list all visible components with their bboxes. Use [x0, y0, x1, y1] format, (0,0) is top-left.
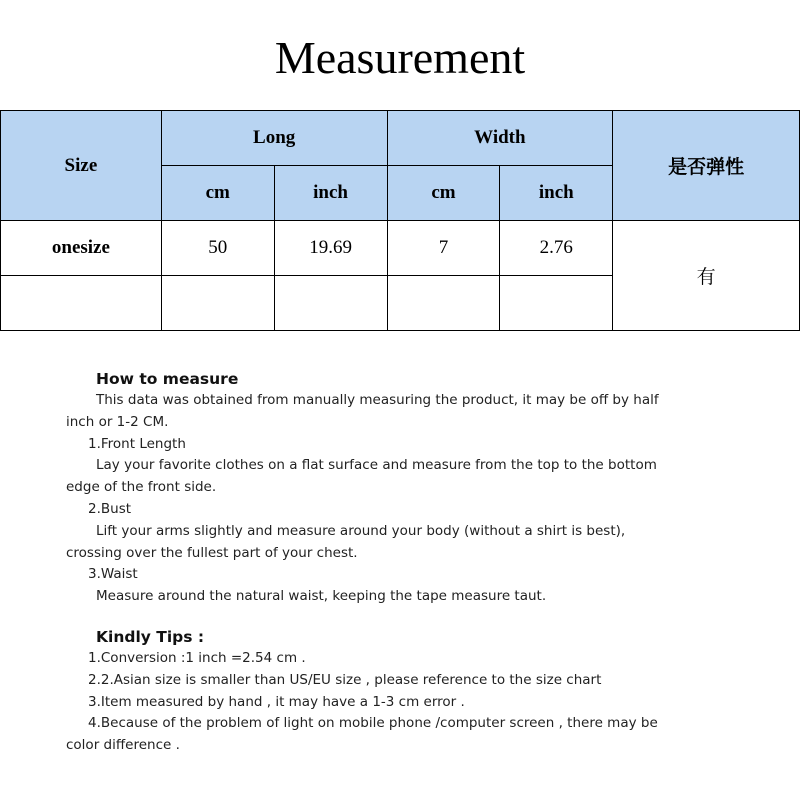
empty-cell	[161, 276, 274, 331]
bust-label: 2.Bust	[88, 500, 132, 517]
long-inch-cell: 19.69	[274, 221, 387, 276]
front-length-label: 1.Front Length	[88, 435, 186, 452]
long-header: Long	[161, 111, 387, 166]
width-inch-cell: 2.76	[500, 221, 613, 276]
size-cell: onesize	[1, 221, 162, 276]
empty-cell	[1, 276, 162, 331]
elastic-header: 是否弹性	[613, 111, 800, 221]
tip-item: 4.Because of the problem of light on mobile phone /computer screen , there may be color difference .	[66, 715, 658, 754]
front-length-text: Lay your favorite clothes on a flat surface and measure from the top to the bottom edge of the front side.	[66, 457, 657, 496]
long-cm-cell: 50	[161, 221, 274, 276]
page-title: Measurement	[274, 32, 526, 83]
bust-text: Lift your arms slightly and measure around your body (without a shirt is best), crossing over the fullest part of your chest.	[66, 522, 626, 561]
width-header: Width	[387, 111, 613, 166]
width-cm-cell: 7	[387, 221, 500, 276]
empty-cell	[500, 276, 613, 331]
tip-item: 3.Item measured by hand , it may have a 1-3 cm error .	[88, 693, 465, 710]
size-table	[0, 110, 800, 331]
elastic-cell: 有	[613, 221, 800, 331]
empty-cell	[387, 276, 500, 331]
tip-item: 2.2.Asian size is smaller than US/EU size , please reference to the size chart	[88, 671, 602, 688]
how-to-measure-intro: This data was obtained from manually measuring the product, it may be off by half inch or 1-2 CM.	[66, 392, 659, 430]
notes-section	[66, 368, 676, 757]
size-header: Size	[1, 111, 162, 221]
waist-label: 3.Waist	[88, 566, 138, 583]
waist-text: Measure around the natural waist, keeping the tape measure taut.	[96, 588, 547, 605]
tips-heading: Kindly Tips :	[96, 627, 205, 646]
width-inch-header: inch	[500, 166, 613, 221]
empty-cell	[274, 276, 387, 331]
tip-item: 1.Conversion :1 inch =2.54 cm .	[88, 649, 306, 666]
table-row	[1, 221, 800, 276]
long-cm-header: cm	[161, 166, 274, 221]
width-cm-header: cm	[387, 166, 500, 221]
how-to-measure-heading: How to measure	[96, 370, 239, 388]
long-inch-header: inch	[274, 166, 387, 221]
